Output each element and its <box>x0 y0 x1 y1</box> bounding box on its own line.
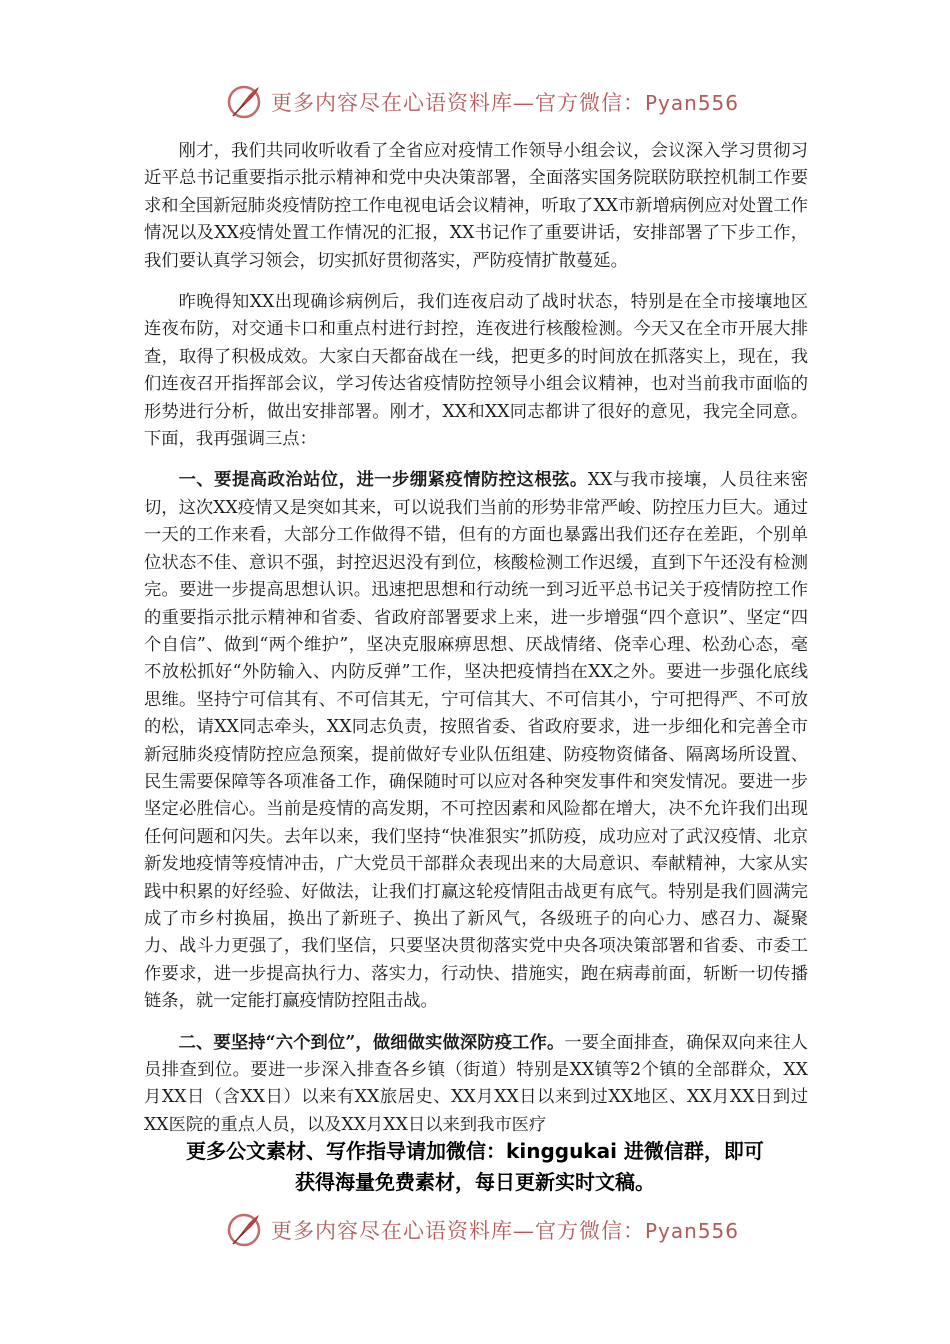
header-banner <box>225 80 740 124</box>
quill-logo-icon <box>225 83 263 121</box>
footer-banner <box>225 1208 740 1252</box>
paragraph: 昨晚得知XX出现确诊病例后，我们连夜启动了战时状态，特别是在全市接壤地区连夜布防，对交通卡口和重点村进行封控，连夜进行核酸检测。今天又在全市开展大排查，取得了积极成效。大家白天都奋战在一线，把更多的时间放在抓落实上，现在，我们连夜召开指挥部会议，学习传达省疫情防控领导小组会议精神，也对当前我市面临的形势进行分析，做出安排部署。刚才，XX和XX同志都讲了很好的意见，我完全同意。下面，我再强调三点： <box>144 292 808 450</box>
header-banner-text: 更多内容尽在心语资料库—官方微信：Pyan556 <box>271 91 740 115</box>
promo-line: 获得海量免费素材，每日更新实时文稿。 <box>295 1170 655 1194</box>
promo-line: 更多公文素材、写作指导请加微信：kinggukai 进微信群，即可 <box>186 1139 764 1163</box>
section-heading: 二、要坚持“六个到位”，做细做实做深防疫工作。 <box>178 1032 565 1053</box>
document-body <box>144 138 808 1153</box>
promo-notice <box>120 1136 830 1198</box>
quill-logo-icon <box>225 1211 263 1249</box>
paragraph: 二、要坚持“六个到位”，做细做实做深防疫工作。一要全面排查，确保双向来往人员排查到位。要进一步深入排查各乡镇（街道）特别是XX镇等2个镇的全部群众，XX月XX日（含XX日）以来有XX旅居史、XX月XX日以来到过XX地区、XX月XX日到过XX医院的重点人员，以及XX月XX日以来到我市医疗 <box>144 1032 808 1135</box>
section-heading: 一、要提高政治站位，进一步绷紧疫情防控这根弦。 <box>178 470 588 491</box>
paragraph: 一、要提高政治站位，进一步绷紧疫情防控这根弦。XX与我市接壤，人员往来密切，这次XX疫情又是突如其来，可以说我们当前的形势非常严峻、防控压力巨大。通过一天的工作来看，大部分工作做得不错，但有的方面也暴露出我们还存在差距，个别单位状态不佳、意识不强，封控迟迟没有到位，核酸检测工作迟缓，直到下午还没有检测完。要进一步提高思想认识。迅速把思想和行动统一到习近平总书记关于疫情防控工作的重要指示批示精神和省委、省政府部署要求上来，进一步增强“四个意识”、坚定“四个自信”、做到“两个维护”，坚决克服麻痹思想、厌战情绪、侥幸心理、松劲心态，毫不放松抓好“外防输入、内防反弹”工作，坚决把疫情挡在XX之外。要进一步强化底线思维。坚持宁可信其有、不可信其无，宁可信其大、不可信其小，宁可把得严、不可放的松，请XX同志牵头，XX同志负责，按照省委、省政府要求，进一步细化和完善全市新冠肺炎疫情防控应急预案，提前做好专业队伍组建、防疫物资储备、隔离场所设置、民生需要保障等各项准备工作，确保随时可以应对各种突发事件和突发情况。要进一步坚定必胜信心。当前是疫情的高发期，不可控因素和风险都在增大，决不允许我们出现任何问题和闪失。去年以来，我们坚持“快准狠实”抓防疫，成功应对了武汉疫情、北京新发地疫情等疫情冲击，广大党员干部群众表现出来的大局意识、奉献精神，大家从实践中积累的好经验、好做法，让我们打赢这轮疫情阻击战更有底气。特别是我们圆满完成了市乡村换届，换出了新班子、换出了新风气，各级班子的向心力、感召力、凝聚力、战斗力更强了，我们坚信，只要坚决贯彻落实党中央各项决策部署和省委、市委工作要求，进一步提高执行力、落实力，行动快、措施实，跑在病毒前面，斩断一切传播链条，就一定能打赢疫情防控阻击战。 <box>144 470 809 1012</box>
footer-banner-text: 更多内容尽在心语资料库—官方微信：Pyan556 <box>271 1219 740 1243</box>
paragraph: 刚才，我们共同收听收看了全省应对疫情工作领导小组会议，会议深入学习贯彻习近平总书记重要指示批示精神和党中央决策部署，全面落实国务院联防联控机制工作要求和全国新冠肺炎疫情防控工作电视电话会议精神，听取了XX市新增病例应对处置工作情况以及XX疫情处置工作情况的汇报，XX书记作了重要讲话，安排部署了下步工作，我们要认真学习领会，切实抓好贯彻落实，严防疫情扩散蔓延。 <box>144 141 809 271</box>
